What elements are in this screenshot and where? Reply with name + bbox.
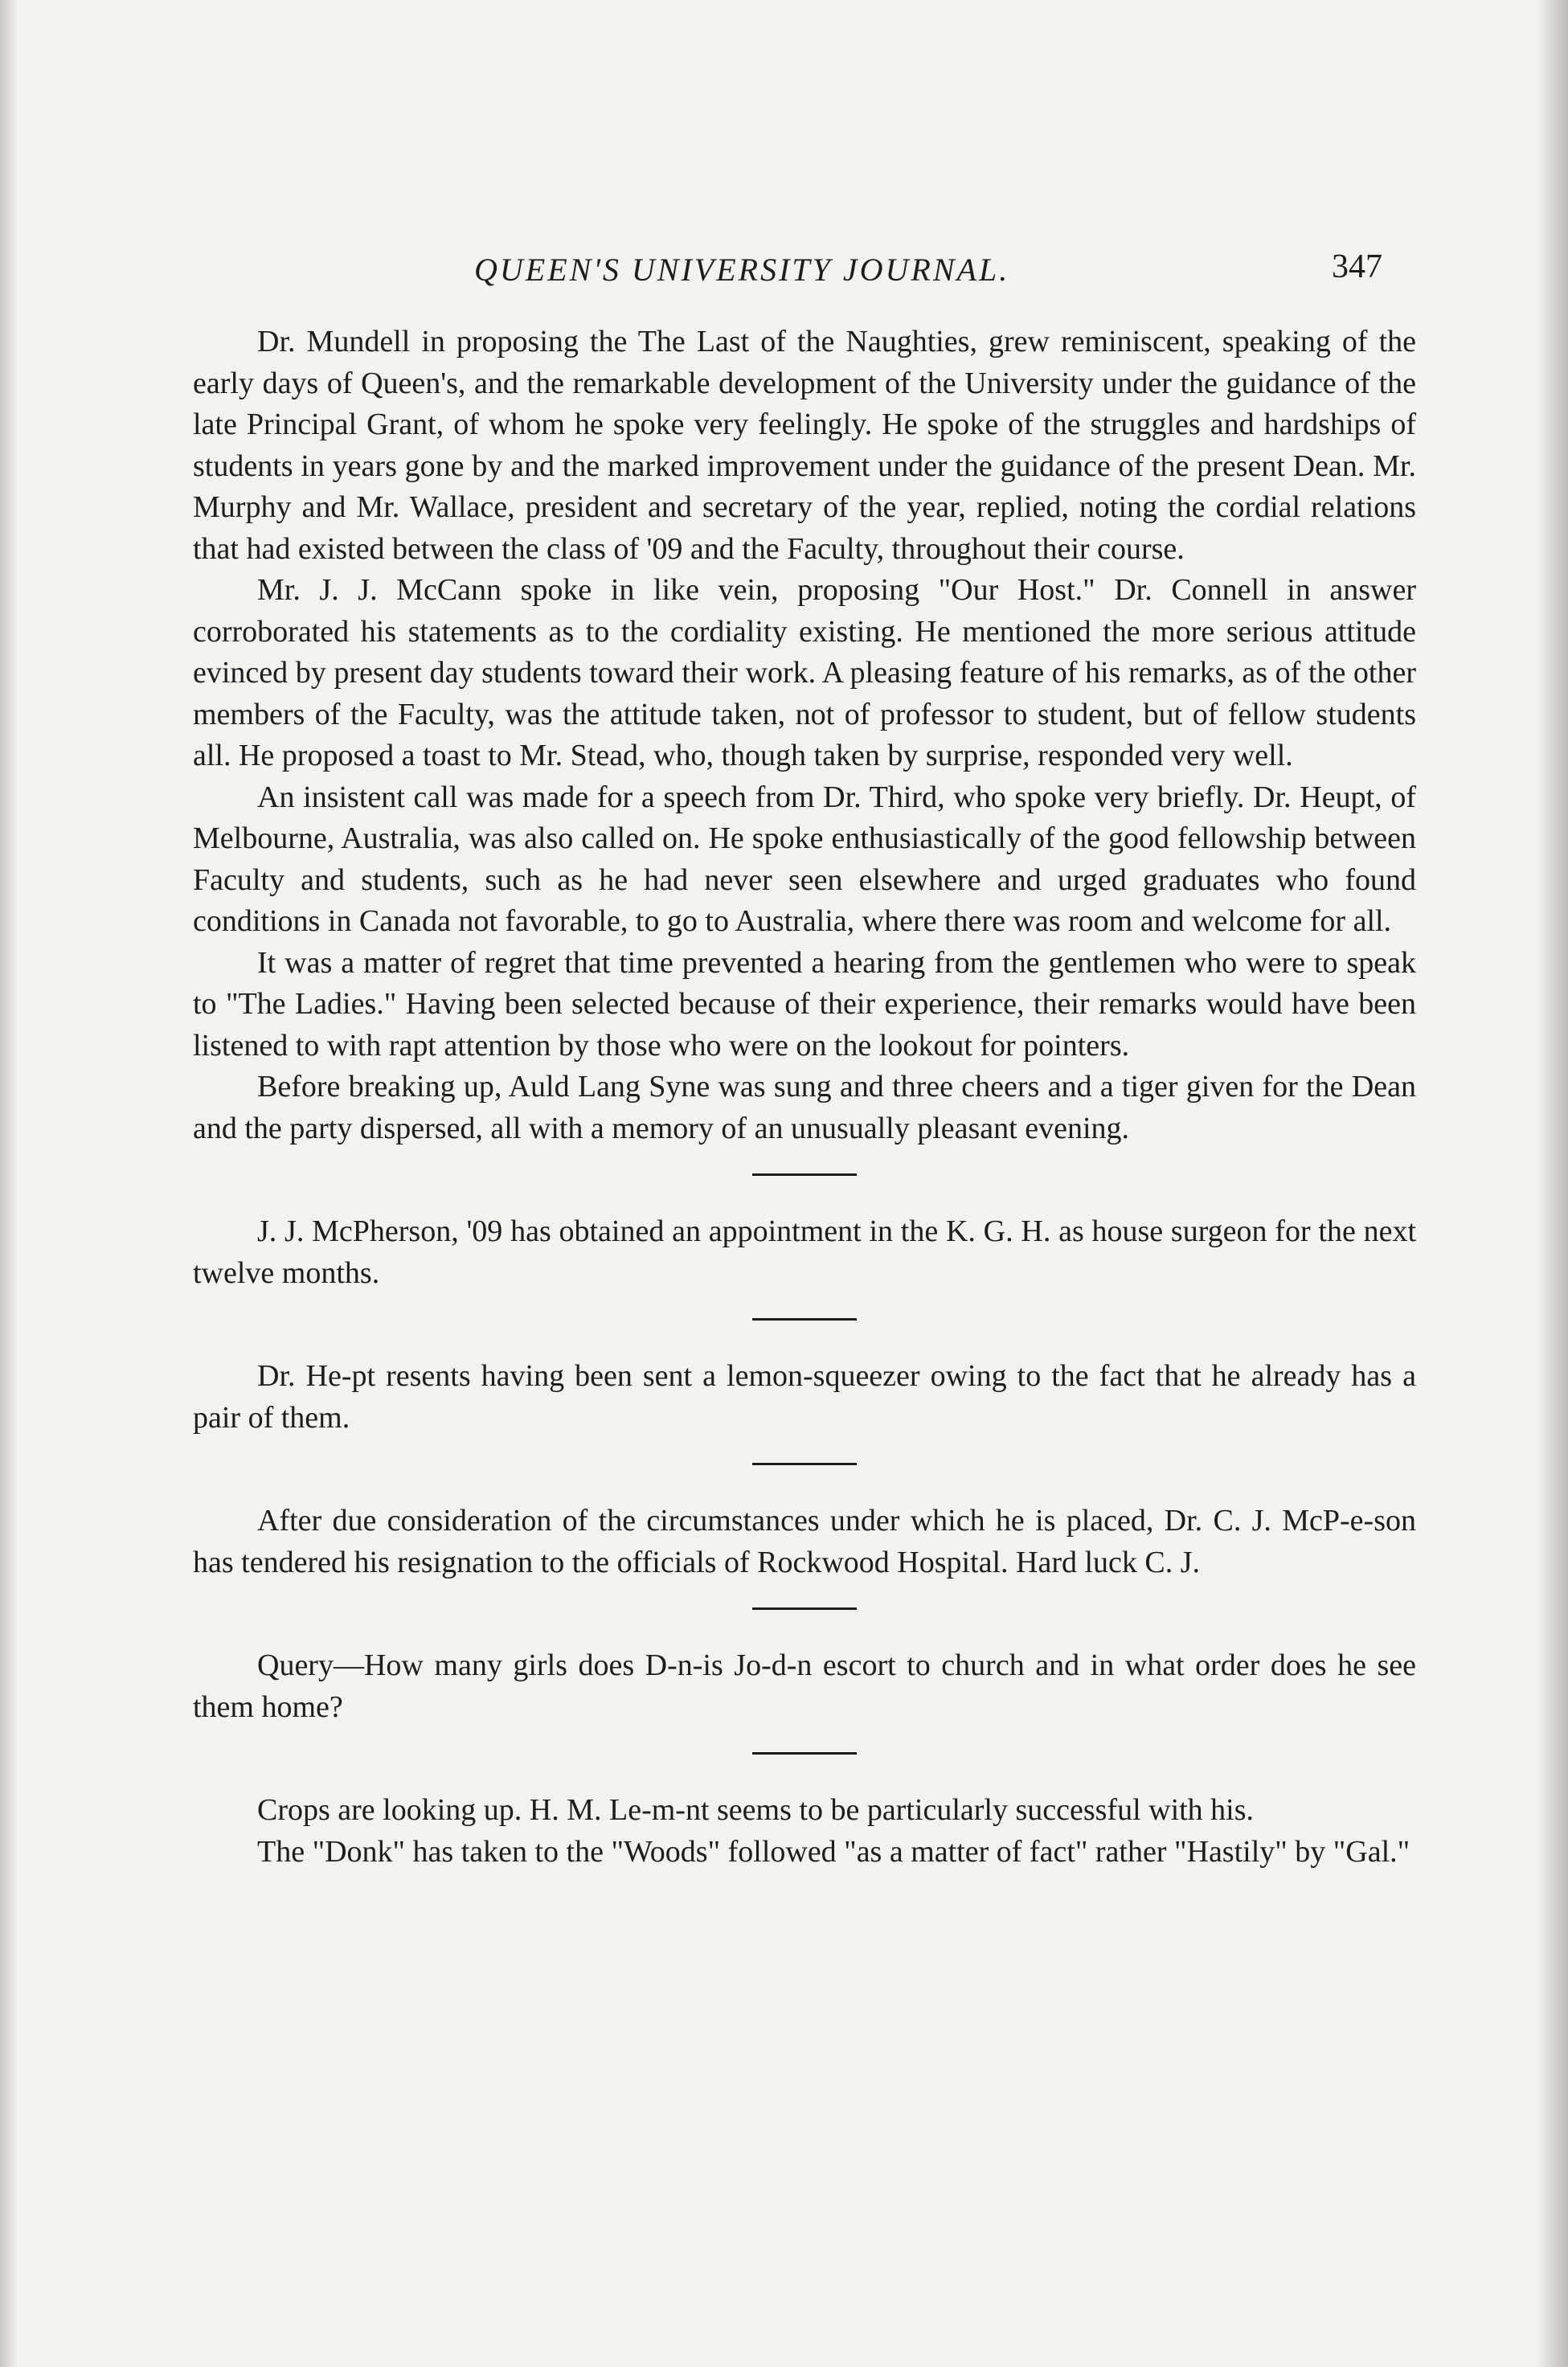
- paragraph: An insistent call was made for a speech from Dr. Third, who spoke very briefly. Dr. Heupt, of Melbourne, Australia, was also called on. He spoke enthusiastically of the good fellowship between Faculty and students, such as he had never seen elsewhere and urged graduates who found conditions in Canada not favorable, to go to Australia, where there was room and welcome for all.: [193, 780, 1416, 938]
- page-header: [193, 248, 1382, 299]
- news-note: The "Donk" has taken to the "Woods" followed "as a matter of fact" rather "Hastily" by "Gal.": [257, 1834, 1410, 1869]
- news-note: Query—How many girls does D-n-is Jo-d-n escort to church and in what order does he see them home?: [193, 1648, 1416, 1724]
- news-note: After due consideration of the circumstances under which he is placed, Dr. C. J. McP-e-son has tendered his resignation to the officials of Rockwood Hospital. Hard luck C. J.: [193, 1504, 1416, 1579]
- section-divider: [752, 1173, 857, 1176]
- news-note: Crops are looking up. H. M. Le-m-nt seems to be particularly successful with his.: [257, 1793, 1255, 1827]
- running-title: QUEEN'S UNIVERSITY JOURNAL.: [474, 252, 1010, 288]
- section-divider: [752, 1318, 857, 1321]
- page-edge-left: [0, 0, 18, 2367]
- news-note: J. J. McPherson, '09 has obtained an appointment in the K. G. H. as house surgeon for the next twelve months.: [193, 1214, 1416, 1290]
- section-divider: [752, 1752, 857, 1755]
- page-number: 347: [1332, 248, 1382, 285]
- paragraph: Mr. J. J. McCann spoke in like vein, proposing "Our Host." Dr. Connell in answer corroborated his statements as to the cordiality existing. He mentioned the more serious attitude evinced by present day students toward their work. A pleasing feature of his remarks, as of the other members of the Faculty, was the attitude taken, not of professor to student, but of fellow students all. He proposed a toast to Mr. Stead, who, though taken by surprise, responded very well.: [193, 573, 1416, 772]
- paragraph: It was a matter of regret that time prevented a hearing from the gentlemen who were to speak to "The Ladies." Having been selected because of their experience, their remarks would have been listened to with rapt attention by those who were on the lookout for pointers.: [193, 945, 1416, 1063]
- page-edge-right: [1536, 0, 1568, 2367]
- section-divider: [752, 1463, 857, 1465]
- paragraph: Before breaking up, Auld Lang Syne was sung and three cheers and a tiger given for the Dean and the party dispersed, all with a memory of an unusually pleasant evening.: [193, 1070, 1416, 1145]
- article-body: [193, 321, 1416, 1873]
- paragraph: Dr. Mundell in proposing the The Last of the Naughties, grew reminiscent, speaking of the early days of Queen's, and the remarkable development of the University under the guidance of the late Principal Grant, of whom he spoke very feelingly. He spoke of the struggles and hardships of students in years gone by and the marked improvement under the guidance of the present Dean. Mr. Murphy and Mr. Wallace, president and secretary of the year, replied, noting the cordial relations that had existed between the class of '09 and the Faculty, throughout their course.: [193, 325, 1416, 566]
- section-divider: [752, 1607, 857, 1610]
- news-note: Dr. He-pt resents having been sent a lemon-squeezer owing to the fact that he already has a pair of them.: [193, 1359, 1416, 1435]
